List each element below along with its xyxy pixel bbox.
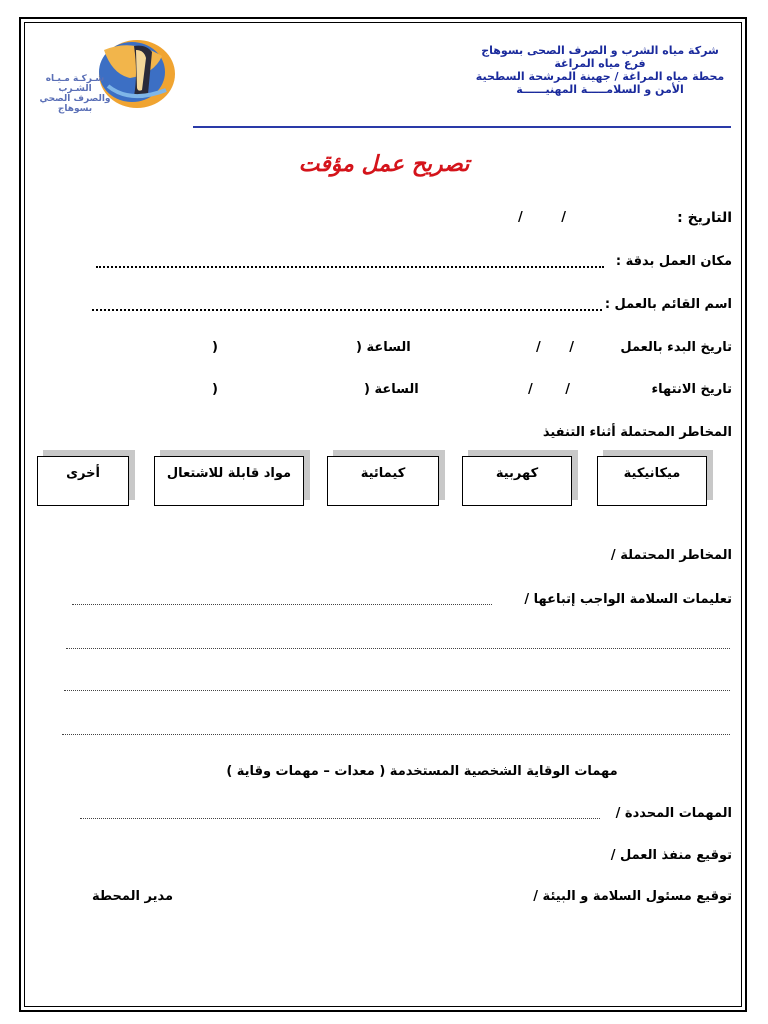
end-hour-close-paren: ) — [212, 382, 218, 397]
ppe-label: مهمات الوقاية الشخصية المستخدمة ( معدات – مهمات وقاية ) — [226, 764, 618, 779]
safety-officer-signature-label: توقيع مسئول السلامة و البيئة / — [533, 889, 732, 904]
start-date-label: تاريخ البدء بالعمل — [620, 340, 732, 355]
work-location-input-line[interactable] — [96, 266, 604, 268]
hazard-box-other[interactable] — [37, 456, 129, 506]
logo-text-line1: شـركـة مـيـاه الشـرب — [45, 74, 105, 94]
safety-instructions-line-4[interactable] — [62, 734, 730, 735]
end-date-slashes: / / — [528, 382, 571, 397]
work-location-label: مكان العمل بدقة : — [615, 254, 732, 269]
safety-instructions-line-2[interactable] — [66, 648, 730, 649]
executor-signature-label: توقيع منفذ العمل / — [610, 848, 732, 863]
hazards-heading: المخاطر المحتملة أثناء التنفيذ — [542, 425, 732, 440]
hazard-label-flammable: مواد قابلة للاشتعال — [166, 466, 292, 481]
hazard-box-electrical[interactable] — [462, 456, 572, 506]
company-name: شركة مياه الشرب و الصرف الصحى بسوهاج — [481, 44, 719, 57]
logo-text-line2: والصرف الصحي بسوهاج — [39, 94, 111, 114]
company-header — [470, 44, 730, 96]
start-date-slashes: / / — [536, 340, 575, 355]
required-tasks-input-line[interactable] — [80, 818, 600, 819]
department-name: الأمن و السلامـــــة المهنيــــــة — [516, 83, 684, 96]
hazard-box-flammable[interactable] — [154, 456, 304, 506]
hazard-label-chemical: كيمائية — [360, 466, 406, 481]
possible-hazards-label: المخاطر المحتملة / — [610, 548, 732, 563]
required-tasks-label: المهمات المحددة / — [615, 806, 732, 821]
form-title: تصريح عمل مؤقت — [298, 151, 470, 177]
date-label: التاريخ : — [677, 210, 732, 226]
worker-name-label: اسم القائم بالعمل : — [604, 297, 732, 312]
header-divider — [193, 126, 731, 128]
hazard-box-mechanical[interactable] — [597, 456, 707, 506]
safety-instructions-label: تعليمات السلامة الواجب إتباعها / — [524, 592, 732, 607]
company-logo — [34, 34, 178, 116]
end-date-label: تاريخ الانتهاء — [651, 382, 732, 397]
hazard-label-electrical: كهربية — [495, 466, 539, 481]
end-hour-label: الساعة ( — [364, 382, 419, 397]
station-name: محطة مياه المراغة / جهينة المرشحة السطحية — [475, 70, 725, 83]
station-manager-label: مدير المحطة — [92, 889, 174, 904]
safety-instructions-line-3[interactable] — [64, 690, 730, 691]
start-hour-label: الساعة ( — [356, 340, 411, 355]
worker-name-input-line[interactable] — [92, 309, 602, 311]
safety-instructions-line-1[interactable] — [72, 604, 492, 605]
date-slashes: / / — [518, 210, 567, 225]
hazard-label-mechanical: ميكانيكية — [623, 466, 681, 481]
branch-name: فرع مياه المراغة — [554, 57, 646, 70]
hazard-box-chemical[interactable] — [327, 456, 439, 506]
hazard-label-other: أخرى — [66, 466, 100, 481]
start-hour-close-paren: ) — [212, 340, 218, 355]
